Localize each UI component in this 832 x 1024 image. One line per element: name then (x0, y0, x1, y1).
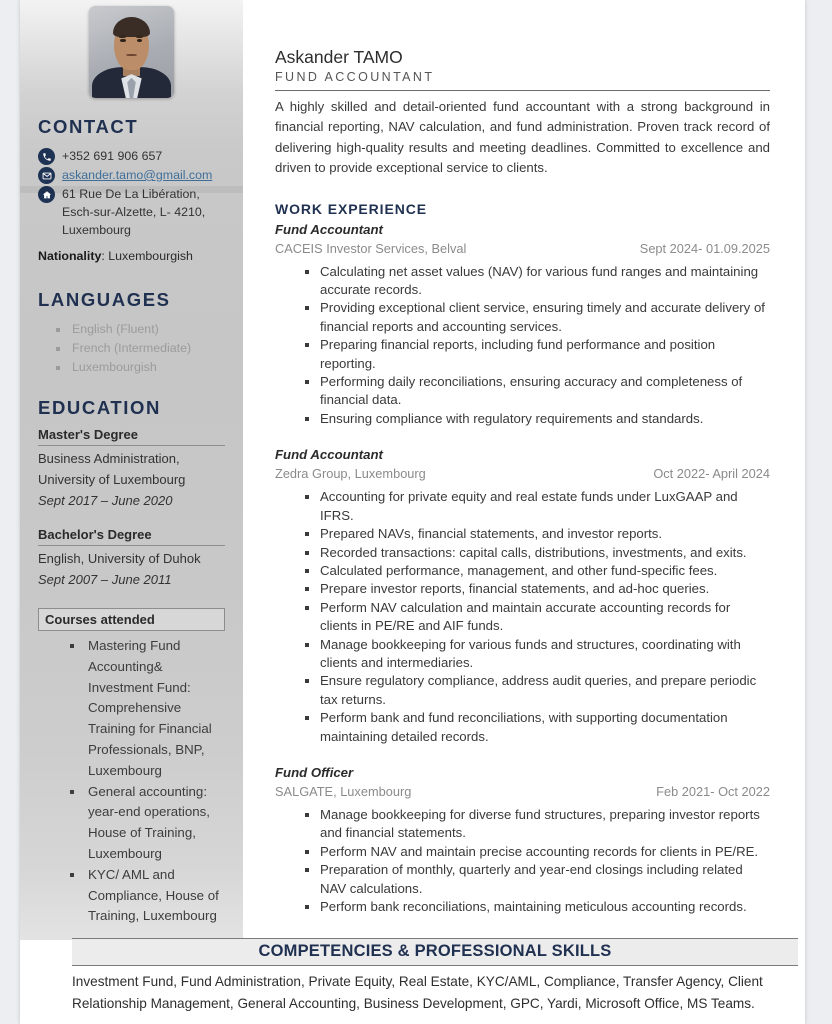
courses-list (38, 636, 225, 927)
job-company: CACEIS Investor Services, Belval (275, 240, 467, 256)
list-item: Manage bookkeeping for various funds and structures, coordinating with clients and intermediaries. (275, 636, 770, 673)
education-dates: Sept 2017 – June 2020 (38, 493, 173, 508)
list-item: Performing daily reconciliations, ensuring accuracy and completeness of financial data. (275, 373, 770, 410)
avatar-container (38, 0, 225, 98)
work-experience-heading: WORK EXPERIENCE (275, 200, 427, 217)
list-item: Calculating net asset values (NAV) for various fund ranges and maintaining accurate records. (275, 263, 770, 300)
education-entry-master (38, 427, 225, 511)
job-dates: Feb 2021- Oct 2022 (656, 783, 770, 799)
job-title: Fund Officer (275, 764, 354, 780)
languages-heading: LANGUAGES (38, 289, 171, 310)
education-detail: English, University of Duhok (38, 551, 201, 566)
profile-summary: A highly skilled and detail-oriented fund accountant with a strong background in financial reporting, NAV calculation, and fund administration. Proven track record of delivering high-quality results and meeting deadlines. Committed to excellence and driven to provide exceptional service to clients. (275, 99, 770, 176)
job-dates: Oct 2022- April 2024 (653, 466, 770, 482)
home-icon (38, 186, 55, 203)
education-degree: Bachelor's Degree (38, 527, 225, 546)
list-item: Luxembourgish (38, 358, 225, 377)
nationality-row (38, 248, 225, 265)
list-item: Ensuring compliance with regulatory requirements and standards. (275, 410, 770, 428)
sidebar (20, 0, 243, 940)
phone-icon (38, 148, 55, 165)
list-item: Perform bank reconciliations, maintaining meticulous accounting records. (275, 898, 770, 916)
list-item: Perform NAV calculation and maintain accurate accounting records for clients in PE/RE and AIF funds. (275, 599, 770, 636)
list-item: Preparation of monthly, quarterly and year-end closings including related NAV calculations. (275, 861, 770, 898)
education-entry-bachelor (38, 527, 225, 590)
contact-email-row[interactable] (38, 166, 225, 184)
education-detail: Business Administration, University of Luxembourg (38, 451, 186, 487)
languages-list (38, 320, 225, 377)
list-item: Recorded transactions: capital calls, distributions, investments, and exits. (275, 544, 770, 562)
courses-heading: Courses attended (45, 612, 155, 627)
job-entry (275, 220, 770, 429)
job-bullets (275, 806, 770, 916)
job-dates: Sept 2024- 01.09.2025 (639, 240, 770, 256)
page-title: Askander TAMO (275, 47, 403, 67)
job-company: Zedra Group, Luxembourg (275, 466, 426, 482)
job-bullets (275, 488, 770, 746)
list-item: Prepared NAVs, financial statements, and investor reports. (275, 525, 770, 543)
competencies-band (72, 938, 798, 966)
divider (275, 90, 770, 91)
job-company: SALGATE, Luxembourg (275, 783, 412, 799)
list-item: Accounting for private equity and real estate funds under LuxGAAP and IFRS. (275, 488, 770, 525)
job-title: Fund Accountant (275, 447, 383, 463)
job-meta (275, 464, 770, 484)
education-dates: Sept 2007 – June 2011 (38, 572, 172, 587)
list-item: Mastering Fund Accounting& Investment Fund: Comprehensive Training for Financial Professionals, BNP, Luxembourg (38, 636, 225, 782)
list-item: Ensure regulatory compliance, address audit queries, and prepare periodic tax returns. (275, 672, 770, 709)
list-item: General accounting: year-end operations, House of Training, Luxembourg (38, 782, 225, 865)
list-item: Preparing financial reports, including fund performance and position reporting. (275, 336, 770, 373)
nationality-label: Nationality (38, 249, 102, 263)
list-item: Calculated performance, management, and other fund-specific fees. (275, 562, 770, 580)
avatar (89, 6, 174, 98)
nationality-value: : Luxembourgish (101, 249, 193, 263)
competencies-body: Investment Fund, Fund Administration, Private Equity, Real Estate, KYC/AML, Compliance, Transfer Agency, Client Relationship Management, General Accounting, Business Development, GPC, Yardi, Microsoft Office, MS Teams. (72, 974, 763, 1011)
list-item: Perform bank and fund reconciliations, with supporting documentation maintaining detailed records. (275, 709, 770, 746)
job-bullets (275, 263, 770, 429)
job-meta (275, 239, 770, 259)
job-meta (275, 782, 770, 802)
list-item: KYC/ AML and Compliance, House of Training, Luxembourg (38, 865, 225, 927)
competencies-section (72, 938, 798, 1015)
contact-list (38, 147, 225, 239)
mail-icon (38, 167, 55, 184)
education-heading: EDUCATION (38, 397, 161, 418)
list-item: French (Intermediate) (38, 339, 225, 358)
contact-email-link[interactable]: askander.tamo@gmail.com (62, 168, 213, 182)
competencies-heading: COMPETENCIES & PROFESSIONAL SKILLS (258, 942, 612, 960)
contact-phone-row (38, 147, 225, 165)
contact-address-text: 61 Rue De La Libération, Esch-sur-Alzette, L- 4210, Luxembourg (62, 187, 206, 237)
list-item: Perform NAV and maintain precise accounting records for clients in PE/RE. (275, 843, 770, 861)
resume-page (20, 0, 805, 1024)
courses-box (38, 608, 225, 631)
list-item: Prepare investor reports, financial statements, and ad-hoc queries. (275, 580, 770, 598)
job-title: Fund Accountant (275, 221, 383, 237)
list-item: Manage bookkeeping for diverse fund structures, preparing investor reports and financial statements. (275, 806, 770, 843)
list-item: English (Fluent) (38, 320, 225, 339)
job-entry (275, 445, 770, 746)
contact-phone-text: +352 691 906 657 (62, 149, 163, 163)
job-role-subtitle: FUND ACCOUNTANT (275, 70, 435, 84)
contact-address-row (38, 185, 225, 239)
job-entry (275, 763, 770, 916)
education-degree: Master's Degree (38, 427, 225, 446)
list-item: Providing exceptional client service, ensuring timely and accurate delivery of financial reports and accounting services. (275, 299, 770, 336)
contact-heading: CONTACT (38, 116, 139, 137)
main-content (275, 0, 770, 916)
